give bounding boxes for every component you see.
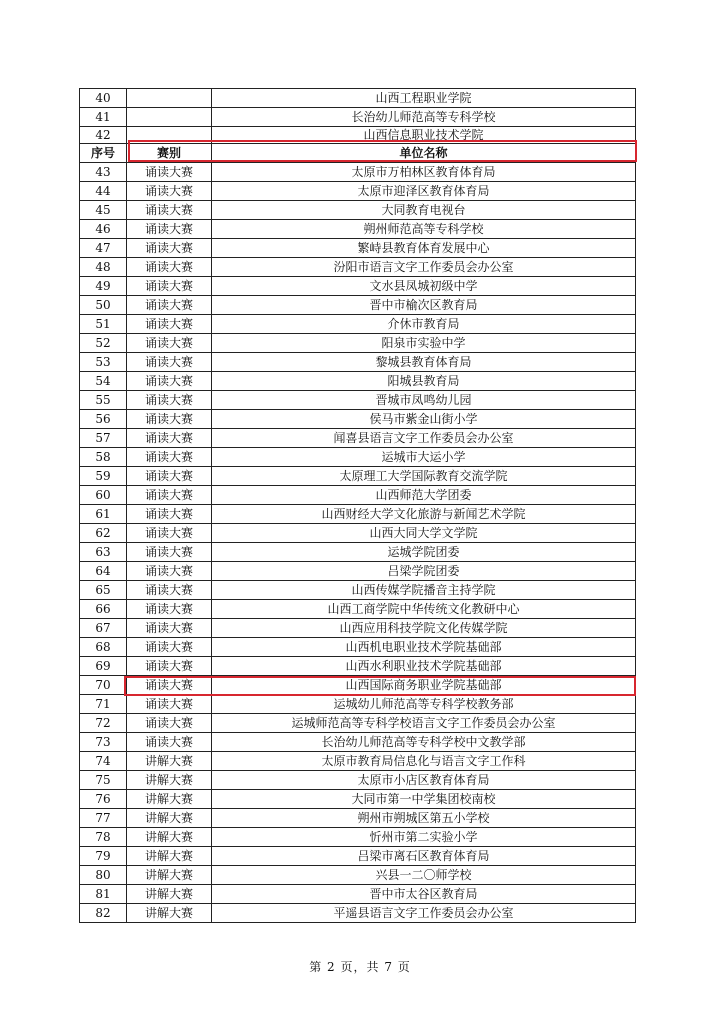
table-row (80, 429, 636, 448)
table-row (80, 543, 636, 562)
row-number-cell: 66 (80, 600, 127, 619)
category-cell: 诵读大赛 (127, 220, 212, 239)
row-number-cell: 71 (80, 695, 127, 714)
table-row (80, 714, 636, 733)
category-cell: 诵读大赛 (127, 600, 212, 619)
category-cell: 诵读大赛 (127, 334, 212, 353)
table-row (80, 847, 636, 866)
table-row (80, 372, 636, 391)
unit-name-cell: 山西师范大学团委 (212, 486, 636, 505)
unit-name-cell: 长治幼儿师范高等专科学校中文教学部 (212, 733, 636, 752)
unit-name-cell: 山西大同大学文学院 (212, 524, 636, 543)
table-row (80, 752, 636, 771)
row-number-cell: 58 (80, 448, 127, 467)
row-number-cell: 44 (80, 182, 127, 201)
row-number-cell: 53 (80, 353, 127, 372)
category-cell: 诵读大赛 (127, 201, 212, 220)
table-row (80, 809, 636, 828)
unit-name-cell: 兴县一二〇师学校 (212, 866, 636, 885)
category-cell: 诵读大赛 (127, 486, 212, 505)
unit-name-cell: 介休市教育局 (212, 315, 636, 334)
row-number-cell: 51 (80, 315, 127, 334)
row-number-cell: 60 (80, 486, 127, 505)
unit-name-cell: 山西应用科技学院文化传媒学院 (212, 619, 636, 638)
category-cell: 诵读大赛 (127, 562, 212, 581)
table-row (80, 638, 636, 657)
table-row (80, 391, 636, 410)
table-row (80, 505, 636, 524)
row-number-cell: 43 (80, 163, 127, 182)
unit-name-cell: 文水县凤城初级中学 (212, 277, 636, 296)
table-row (80, 904, 636, 923)
unit-name-cell: 运城师范高等专科学校语言文字工作委员会办公室 (212, 714, 636, 733)
unit-name-cell: 山西水利职业技术学院基础部 (212, 657, 636, 676)
table-header-row (80, 144, 636, 163)
unit-name-cell: 朔州市朔城区第五小学校 (212, 809, 636, 828)
category-cell: 诵读大赛 (127, 733, 212, 752)
table-row (80, 486, 636, 505)
category-cell: 讲解大赛 (127, 866, 212, 885)
table-row (80, 296, 636, 315)
unit-name-cell: 运城学院团委 (212, 543, 636, 562)
unit-name-cell: 大同教育电视台 (212, 201, 636, 220)
unit-name-cell: 太原市教育局信息化与语言文字工作科 (212, 752, 636, 771)
row-number-cell: 70 (80, 676, 127, 695)
unit-name-cell: 单位名称 (212, 144, 636, 163)
row-number-cell: 54 (80, 372, 127, 391)
row-number-cell: 67 (80, 619, 127, 638)
unit-name-cell: 阳泉市实验中学 (212, 334, 636, 353)
category-cell: 讲解大赛 (127, 904, 212, 923)
category-cell: 诵读大赛 (127, 429, 212, 448)
unit-name-cell: 吕梁学院团委 (212, 562, 636, 581)
unit-name-cell: 太原理工大学国际教育交流学院 (212, 467, 636, 486)
table-row (80, 562, 636, 581)
category-cell: 诵读大赛 (127, 695, 212, 714)
row-number-cell: 55 (80, 391, 127, 410)
unit-name-cell: 山西传媒学院播音主持学院 (212, 581, 636, 600)
table-row (80, 108, 636, 127)
row-number-cell: 76 (80, 790, 127, 809)
unit-name-cell: 繁峙县教育体育发展中心 (212, 239, 636, 258)
unit-name-cell: 侯马市紫金山街小学 (212, 410, 636, 429)
table-row (80, 657, 636, 676)
table-row (80, 676, 636, 695)
category-cell: 诵读大赛 (127, 676, 212, 695)
row-number-cell: 72 (80, 714, 127, 733)
row-number-cell: 46 (80, 220, 127, 239)
category-cell: 诵读大赛 (127, 239, 212, 258)
category-cell: 诵读大赛 (127, 353, 212, 372)
category-cell: 诵读大赛 (127, 315, 212, 334)
table-row (80, 733, 636, 752)
table-row (80, 353, 636, 372)
category-cell: 讲解大赛 (127, 790, 212, 809)
unit-name-cell: 太原市小店区教育体育局 (212, 771, 636, 790)
unit-name-cell: 黎城县教育体育局 (212, 353, 636, 372)
unit-name-cell: 闻喜县语言文字工作委员会办公室 (212, 429, 636, 448)
row-number-cell: 64 (80, 562, 127, 581)
category-cell: 诵读大赛 (127, 657, 212, 676)
category-cell: 诵读大赛 (127, 410, 212, 429)
row-number-cell: 48 (80, 258, 127, 277)
row-number-cell: 80 (80, 866, 127, 885)
row-number-cell: 73 (80, 733, 127, 752)
row-number-cell: 79 (80, 847, 127, 866)
unit-name-cell: 山西工商学院中华传统文化教研中心 (212, 600, 636, 619)
category-cell: 诵读大赛 (127, 581, 212, 600)
unit-name-cell: 太原市迎泽区教育体育局 (212, 182, 636, 201)
unit-name-cell: 大同市第一中学集团校南校 (212, 790, 636, 809)
category-cell: 讲解大赛 (127, 809, 212, 828)
row-number-cell: 77 (80, 809, 127, 828)
category-cell: 诵读大赛 (127, 163, 212, 182)
unit-name-cell: 晋中市太谷区教育局 (212, 885, 636, 904)
table-row (80, 239, 636, 258)
row-number-cell: 65 (80, 581, 127, 600)
row-number-cell: 56 (80, 410, 127, 429)
unit-name-cell: 晋中市榆次区教育局 (212, 296, 636, 315)
table-row (80, 448, 636, 467)
row-number-cell: 45 (80, 201, 127, 220)
unit-name-cell: 吕梁市离石区教育体育局 (212, 847, 636, 866)
category-cell: 诵读大赛 (127, 543, 212, 562)
table-row (80, 220, 636, 239)
row-number-cell: 52 (80, 334, 127, 353)
table-row (80, 315, 636, 334)
category-cell: 讲解大赛 (127, 771, 212, 790)
unit-name-cell: 忻州市第二实验小学 (212, 828, 636, 847)
row-number-cell: 62 (80, 524, 127, 543)
row-number-cell: 42 (80, 127, 127, 144)
category-cell: 诵读大赛 (127, 296, 212, 315)
table-row (80, 163, 636, 182)
category-cell: 诵读大赛 (127, 277, 212, 296)
row-number-cell: 50 (80, 296, 127, 315)
table-row (80, 600, 636, 619)
table-row-clipped (80, 127, 636, 144)
category-cell: 讲解大赛 (127, 885, 212, 904)
unit-name-cell: 运城市大运小学 (212, 448, 636, 467)
table-row (80, 581, 636, 600)
table-row (80, 182, 636, 201)
unit-name-cell: 晋城市凤鸣幼儿园 (212, 391, 636, 410)
category-cell (127, 108, 212, 127)
category-cell: 诵读大赛 (127, 258, 212, 277)
unit-name-cell: 阳城县教育局 (212, 372, 636, 391)
table-row (80, 410, 636, 429)
unit-name-cell: 山西机电职业技术学院基础部 (212, 638, 636, 657)
table-row (80, 277, 636, 296)
category-cell: 赛别 (127, 144, 212, 163)
row-number-cell: 49 (80, 277, 127, 296)
category-cell: 讲解大赛 (127, 752, 212, 771)
table-row (80, 885, 636, 904)
category-cell: 讲解大赛 (127, 828, 212, 847)
row-number-cell: 69 (80, 657, 127, 676)
table-row (80, 201, 636, 220)
table-row (80, 524, 636, 543)
category-cell (127, 89, 212, 108)
unit-name-cell: 太原市万柏林区教育体育局 (212, 163, 636, 182)
table-row (80, 258, 636, 277)
row-number-cell: 41 (80, 108, 127, 127)
category-cell: 诵读大赛 (127, 619, 212, 638)
table-row (80, 866, 636, 885)
category-cell: 诵读大赛 (127, 638, 212, 657)
category-cell: 诵读大赛 (127, 467, 212, 486)
page-number-footer: 第 2 页，共 7 页 (309, 960, 411, 974)
unit-list-table (79, 88, 636, 923)
category-cell: 诵读大赛 (127, 448, 212, 467)
row-number-cell: 81 (80, 885, 127, 904)
category-cell: 诵读大赛 (127, 505, 212, 524)
row-number-cell: 82 (80, 904, 127, 923)
unit-name-cell: 山西信息职业技术学院 (212, 127, 636, 144)
table-row (80, 619, 636, 638)
category-cell: 诵读大赛 (127, 524, 212, 543)
table-row (80, 89, 636, 108)
category-cell (127, 127, 212, 144)
table-row (80, 334, 636, 353)
row-number-cell: 57 (80, 429, 127, 448)
unit-name-cell: 朔州师范高等专科学校 (212, 220, 636, 239)
row-number-cell: 序号 (80, 144, 127, 163)
row-number-cell: 61 (80, 505, 127, 524)
row-number-cell: 59 (80, 467, 127, 486)
row-number-cell: 75 (80, 771, 127, 790)
row-number-cell: 74 (80, 752, 127, 771)
table-row (80, 695, 636, 714)
unit-name-cell: 长治幼儿师范高等专科学校 (212, 108, 636, 127)
table-row (80, 467, 636, 486)
category-cell: 诵读大赛 (127, 182, 212, 201)
unit-name-cell: 汾阳市语言文字工作委员会办公室 (212, 258, 636, 277)
unit-name-cell: 运城幼儿师范高等专科学校教务部 (212, 695, 636, 714)
unit-name-cell: 山西财经大学文化旅游与新闻艺术学院 (212, 505, 636, 524)
row-number-cell: 63 (80, 543, 127, 562)
category-cell: 诵读大赛 (127, 372, 212, 391)
table-row (80, 771, 636, 790)
row-number-cell: 78 (80, 828, 127, 847)
row-number-cell: 68 (80, 638, 127, 657)
unit-name-cell: 山西国际商务职业学院基础部 (212, 676, 636, 695)
table-row (80, 790, 636, 809)
table-body (80, 89, 636, 923)
row-number-cell: 47 (80, 239, 127, 258)
row-number-cell: 40 (80, 89, 127, 108)
unit-name-cell: 山西工程职业学院 (212, 89, 636, 108)
unit-name-cell: 平遥县语言文字工作委员会办公室 (212, 904, 636, 923)
category-cell: 诵读大赛 (127, 714, 212, 733)
category-cell: 讲解大赛 (127, 847, 212, 866)
table-row (80, 828, 636, 847)
category-cell: 诵读大赛 (127, 391, 212, 410)
